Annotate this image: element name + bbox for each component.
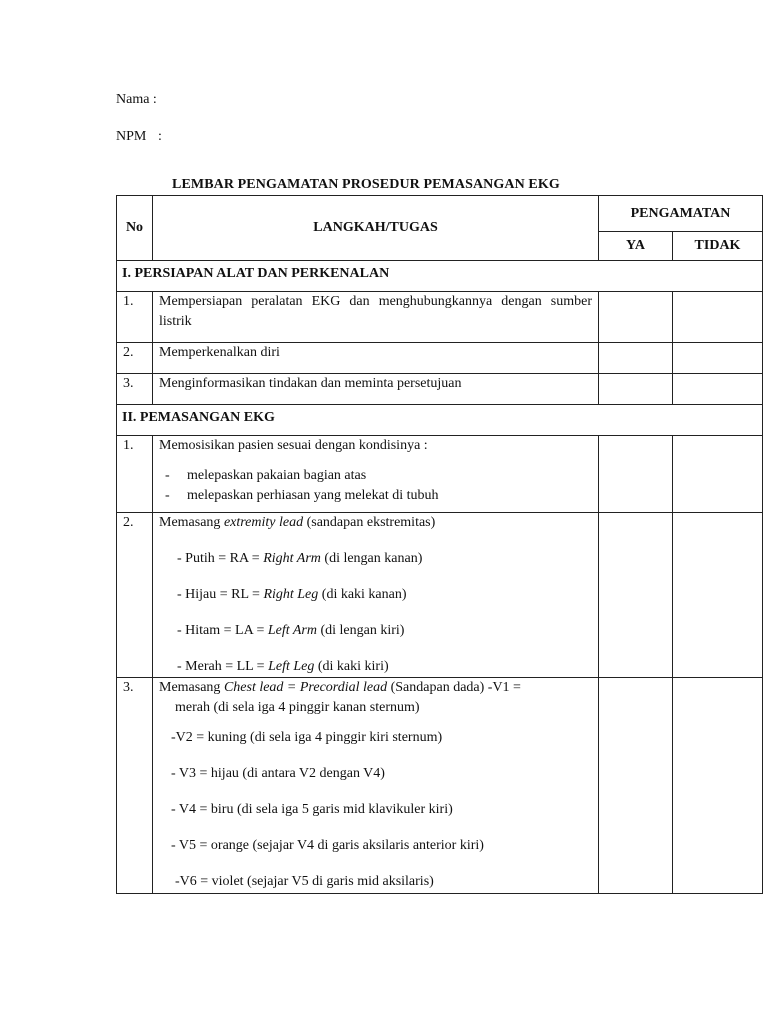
table-row (117, 436, 763, 513)
tidak-check-cell[interactable] (673, 513, 763, 678)
lead-line: - Merah = LL = Left Leg (di kaki kiri) (177, 659, 389, 674)
section-row (117, 405, 763, 436)
npm-field (116, 129, 162, 145)
tidak-check-cell[interactable] (673, 343, 763, 374)
lead-line: - V4 = biru (di sela iga 5 garis mid klavikuler kiri) (171, 802, 453, 817)
row-task: Memasang extremity lead (sandapan ekstremitas) - Putih = RA = Right Arm (di lengan kanan) - Hijau = RL = Right Leg (di kaki kanan) - Hitam = LA = Left Arm (di lengan kiri) - Merah = LL = Left Leg (di kaki kiri) (153, 513, 599, 678)
row-number: 2. (117, 513, 153, 678)
sub-step: melepaskan pakaian bagian atas (187, 468, 367, 483)
nama-field (116, 92, 157, 108)
ya-check-cell[interactable] (599, 678, 673, 894)
ya-check-cell[interactable] (599, 436, 673, 513)
ya-check-cell[interactable] (599, 292, 673, 343)
lead-line: -V2 = kuning (di sela iga 4 pinggir kiri sternum) (171, 730, 443, 745)
lead-line: - Hijau = RL = Right Leg (di kaki kanan) (177, 587, 407, 602)
tidak-check-cell[interactable] (673, 292, 763, 343)
tidak-check-cell[interactable] (673, 436, 763, 513)
ya-check-cell[interactable] (599, 343, 673, 374)
row-number: 1. (117, 436, 153, 513)
table-row (117, 343, 763, 374)
table-header-row (117, 196, 763, 232)
table-row (117, 513, 763, 678)
nama-label: Nama : (116, 92, 157, 107)
section-2-title: II. PEMASANGAN EKG (117, 405, 763, 436)
lead-line: - V5 = orange (sejajar V4 di garis aksilaris anterior kiri) (171, 838, 484, 853)
row-task (153, 436, 599, 513)
lead-line: - V3 = hijau (di antara V2 dengan V4) (171, 766, 385, 781)
col-ya-header: YA (599, 232, 673, 261)
row-number: 3. (117, 678, 153, 894)
row-number: 2. (117, 343, 153, 374)
table-row (117, 678, 763, 894)
row-task: Menginformasikan tindakan dan meminta persetujuan (153, 374, 599, 405)
section-1-title: I. PERSIAPAN ALAT DAN PERKENALAN (117, 261, 763, 292)
row-task: Mempersiapan peralatan EKG dan menghubungkannya dengan sumber listrik (153, 292, 599, 343)
row-task: Memperkenalkan diri (153, 343, 599, 374)
col-no-header: No (117, 196, 153, 261)
emphasis-text: Chest lead = Precordial lead (223, 680, 388, 695)
task-text: Memosisikan pasien sesuai dengan kondisinya : (159, 438, 428, 453)
lead-line: - Hitam = LA = Left Arm (di lengan kiri) (177, 623, 405, 638)
ya-check-cell[interactable] (599, 374, 673, 405)
tidak-check-cell[interactable] (673, 374, 763, 405)
sub-step: melepaskan perhiasan yang melekat di tubuh (187, 488, 439, 503)
col-observation-header: PENGAMATAN (599, 196, 763, 232)
observation-table (116, 195, 763, 894)
lead-line: -V6 = violet (sejajar V5 di garis mid aksilaris) (175, 874, 434, 889)
tidak-check-cell[interactable] (673, 678, 763, 894)
lead-line: merah (di sela iga 4 pinggir kanan sternum) (175, 700, 420, 715)
bullet-dash: - (165, 468, 170, 483)
table-row (117, 374, 763, 405)
col-task-header: LANGKAH/TUGAS (153, 196, 599, 261)
row-number: 1. (117, 292, 153, 343)
row-task: Memasang Chest lead = Precordial lead (Sandapan dada) -V1 = merah (di sela iga 4 pinggir kanan sternum) -V2 = kuning (di sela iga 4 pinggir kiri sternum) - V3 = hijau (di antara V2 dengan V4) - V4 = biru (di sela iga 5 garis mid klavikuler kiri) - V5 = orange (sejajar V4 di garis aksilaris anterior kiri) -V6 = violet (sejajar V5 di garis mid aksilaris) (153, 678, 599, 894)
npm-label: NPM (116, 129, 147, 144)
row-number: 3. (117, 374, 153, 405)
emphasis-text: extremity lead (223, 515, 304, 530)
form-title: LEMBAR PENGAMATAN PROSEDUR PEMASANGAN EKG (172, 177, 560, 192)
ya-check-cell[interactable] (599, 513, 673, 678)
table-row (117, 292, 763, 343)
section-row (117, 261, 763, 292)
bullet-dash: - (165, 488, 170, 503)
col-tidak-header: TIDAK (673, 232, 763, 261)
lead-line: - Putih = RA = Right Arm (di lengan kanan) (177, 551, 423, 566)
npm-colon: : (158, 129, 162, 144)
